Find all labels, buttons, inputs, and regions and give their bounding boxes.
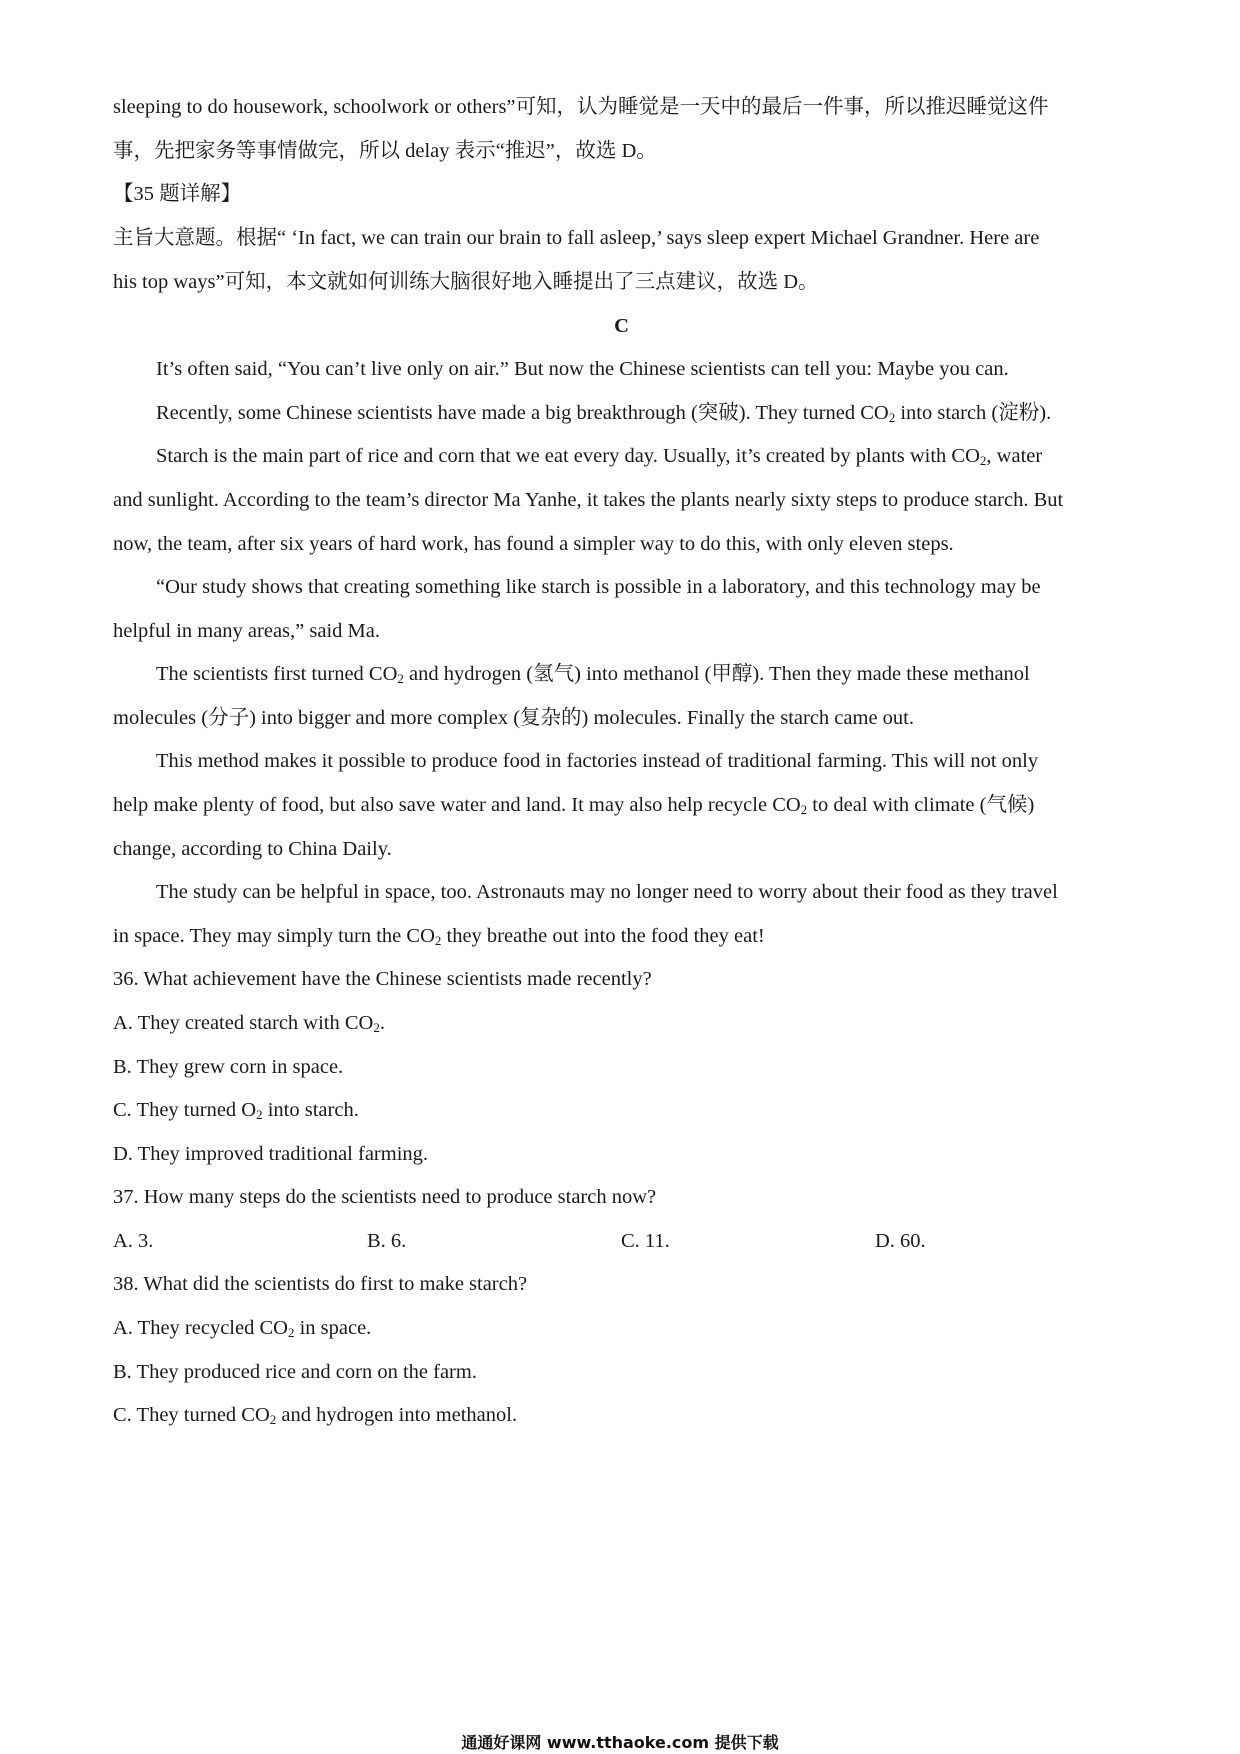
passage-paragraph-6-line-2 xyxy=(113,791,1034,819)
text-segment: , water xyxy=(986,445,1043,467)
passage-paragraph-2 xyxy=(156,399,1051,427)
question-38-option-c xyxy=(113,1401,517,1429)
question-37-option-c: C. 11. xyxy=(621,1230,670,1252)
text-segment: The scientists first turned CO xyxy=(156,663,398,685)
subscript: 2 xyxy=(256,1107,263,1122)
question-38-option-b: B. They produced rice and corn on the farm. xyxy=(113,1361,477,1383)
text-segment: C. They turned CO xyxy=(113,1404,270,1426)
passage-paragraph-3-line-1 xyxy=(156,442,1042,470)
text-segment: C. They turned O xyxy=(113,1099,257,1121)
text-segment: they breathe out into the food they eat! xyxy=(441,925,765,947)
text-segment: Starch is the main part of rice and corn that we eat every day. Usually, it’s created by plants with CO xyxy=(156,445,980,467)
text-segment: and hydrogen into methanol. xyxy=(276,1404,518,1426)
text-segment: help make plenty of food, but also save water and land. It may also help recycle CO xyxy=(113,794,801,816)
passage-paragraph-4-line-2: helpful in many areas,” said Ma. xyxy=(113,620,380,642)
question-37-option-a: A. 3. xyxy=(113,1230,154,1252)
text-segment: in space. They may simply turn the CO xyxy=(113,925,435,947)
text-segment: and hydrogen (氢气) into methanol (甲醇). Then they made these methanol xyxy=(403,663,1030,685)
subscript: 2 xyxy=(269,1412,277,1427)
subscript: 2 xyxy=(397,671,404,686)
text-segment: into starch. xyxy=(262,1099,359,1121)
text-segment: . xyxy=(379,1012,385,1034)
passage-paragraph-5-line-1 xyxy=(156,660,1030,688)
question-37-option-d: D. 60. xyxy=(875,1230,926,1252)
subscript: 2 xyxy=(979,453,987,468)
prev-explanation-line-2: 事，先把家务等事情做完，所以 delay 表示“推迟”，故选 D。 xyxy=(113,140,657,162)
passage-paragraph-4-line-1: “Our study shows that creating something like starch is possible in a laboratory, and this technology may be xyxy=(156,576,1041,598)
question-36-option-a xyxy=(113,1009,385,1037)
page-footer: 通通好课网 www.tthaoke.com 提供下载 xyxy=(461,1733,779,1752)
question-37-stem: 37. How many steps do the scientists need to produce starch now? xyxy=(113,1186,657,1208)
q35-explanation-line-1: 主旨大意题。根据“ ‘In fact, we can train our brain to fall asleep,’ says sleep expert Michael Grandner. Here are xyxy=(113,227,1040,249)
text-segment: A. They recycled CO xyxy=(113,1317,288,1339)
text-segment: A. They created starch with CO xyxy=(113,1012,374,1034)
text-segment: into starch (淀粉). xyxy=(895,402,1052,424)
passage-paragraph-3-line-2: and sunlight. According to the team’s director Ma Yanhe, it takes the plants nearly sixty steps to produce starch. But xyxy=(113,489,1064,511)
subscript: 2 xyxy=(888,410,896,425)
subscript: 2 xyxy=(800,802,808,817)
subscript: 2 xyxy=(434,933,442,948)
question-38-stem: 38. What did the scientists do first to make starch? xyxy=(113,1273,528,1295)
q35-explanation-line-2: his top ways”可知，本文就如何训练大脑很好地入睡提出了三点建议，故选 D。 xyxy=(113,271,819,293)
subscript: 2 xyxy=(287,1325,295,1340)
passage-paragraph-7-line-2 xyxy=(113,922,765,950)
question-36-stem: 36. What achievement have the Chinese scientists made recently? xyxy=(113,968,652,990)
text-segment: Recently, some Chinese scientists have made a big breakthrough (突破). They turned CO xyxy=(156,402,889,424)
text-segment: to deal with climate (气候) xyxy=(807,794,1035,816)
passage-paragraph-5-line-2: molecules (分子) into bigger and more complex (复杂的) molecules. Finally the starch came out. xyxy=(113,707,914,729)
prev-explanation-line-1: sleeping to do housework, schoolwork or others”可知，认为睡觉是一天中的最后一件事，所以推迟睡觉这件 xyxy=(113,96,1049,118)
text-segment: in space. xyxy=(294,1317,372,1339)
passage-paragraph-7-line-1: The study can be helpful in space, too. Astronauts may no longer need to worry about their food as they travel xyxy=(156,881,1058,903)
subscript: 2 xyxy=(373,1020,380,1035)
passage-paragraph-6-line-3: change, according to China Daily. xyxy=(113,838,392,860)
question-38-option-a xyxy=(113,1314,371,1342)
passage-paragraph-1: It’s often said, “You can’t live only on air.” But now the Chinese scientists can tell you: Maybe you can. xyxy=(156,358,1009,380)
question-36-option-d: D. They improved traditional farming. xyxy=(113,1143,429,1165)
q35-heading: 【35 题详解】 xyxy=(113,183,242,205)
question-36-option-c xyxy=(113,1096,359,1124)
passage-paragraph-6-line-1: This method makes it possible to produce food in factories instead of traditional farming. This will not only xyxy=(156,750,1039,772)
question-37-option-b: B. 6. xyxy=(367,1230,407,1252)
passage-title: C xyxy=(614,315,629,337)
question-36-option-b: B. They grew corn in space. xyxy=(113,1056,344,1078)
passage-paragraph-3-line-3: now, the team, after six years of hard work, has found a simpler way to do this, with only eleven steps. xyxy=(113,533,954,555)
